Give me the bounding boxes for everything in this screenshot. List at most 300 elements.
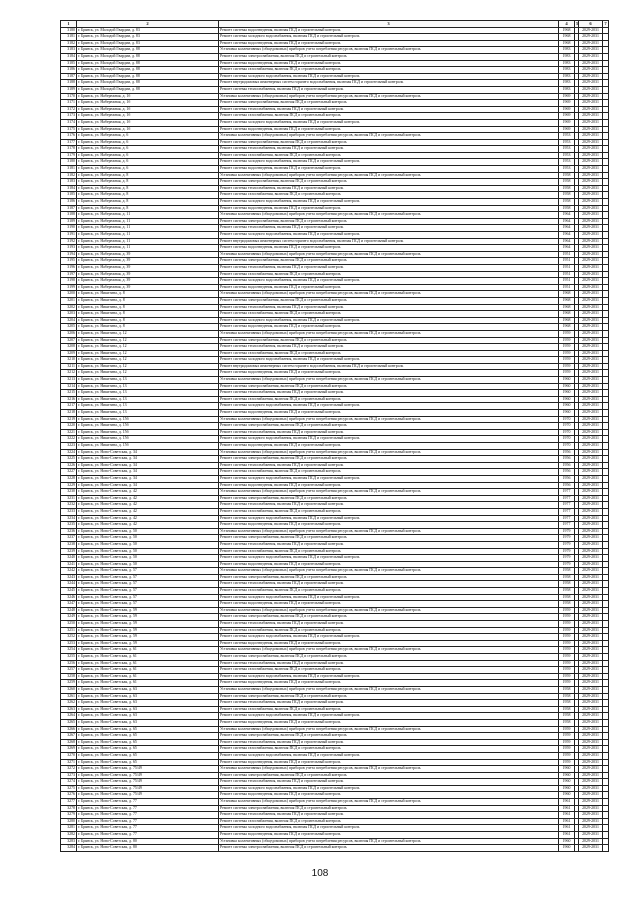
row-number-cell: 3211: [61, 363, 77, 370]
empty-cell: [603, 377, 609, 384]
address-cell: г. Брянск, ул. Никитина, д. 8: [77, 311, 219, 318]
period-cell: 2029-2031: [579, 47, 603, 54]
row-number-cell: 3266: [61, 726, 77, 733]
empty-cell: [603, 535, 609, 542]
empty-cell: [603, 119, 609, 126]
year-cell: 1958: [559, 693, 575, 700]
work-type-cell: Установка коллективных (общедомовых) приборов учета потребления ресурсов, включая ПСД и строительный контроль: [219, 799, 559, 806]
empty-cell: [603, 785, 609, 792]
table-row: [61, 113, 609, 120]
work-type-cell: Ремонт системы водоотведения, включая ПСД и строительный контроль: [219, 205, 559, 212]
work-type-cell: Установка коллективных (общедомовых) приборов учета потребления ресурсов, включая ПСД и строительный контроль: [219, 568, 559, 575]
address-cell: г. Брянск, ул. Никитина, д. 13: [77, 410, 219, 417]
row-number-cell: 3239: [61, 548, 77, 555]
row-number-cell: 3201: [61, 297, 77, 304]
year-cell: 1953: [559, 139, 575, 146]
address-cell: г. Брянск, ул. Ново-Советская, д. 63: [77, 693, 219, 700]
row-number-cell: 3190: [61, 225, 77, 232]
work-type-cell: Ремонт системы теплоснабжения, включая ПСД и строительный контроль: [219, 700, 559, 707]
period-cell: 2029-2031: [579, 680, 603, 687]
address-cell: г. Брянск, ул. Ново-Советская, д. 50: [77, 548, 219, 555]
table-row: [61, 785, 609, 792]
year-cell: 1959: [559, 667, 575, 674]
work-type-cell: Установка коллективных (общедомовых) приборов учета потребления ресурсов, включая ПСД и строительный контроль: [219, 330, 559, 337]
period-cell: 2029-2031: [579, 462, 603, 469]
work-type-cell: Ремонт системы электроснабжения, включая ПСД и строительный контроль: [219, 218, 559, 225]
period-cell: 2029-2031: [579, 759, 603, 766]
address-cell: г. Брянск, ул. Ново-Советская, д. 57: [77, 568, 219, 575]
row-number-cell: 3178: [61, 146, 77, 153]
empty-cell: [603, 686, 609, 693]
period-cell: 2029-2031: [579, 53, 603, 60]
table-row: [61, 86, 609, 93]
year-cell: 1958: [559, 713, 575, 720]
period-cell: 2029-2031: [579, 390, 603, 397]
year-cell: 1968: [559, 311, 575, 318]
table-row: [61, 456, 609, 463]
column-header-1: 1: [61, 21, 77, 28]
empty-cell: [603, 601, 609, 608]
year-cell: 1959: [559, 370, 575, 377]
period-cell: 2029-2031: [579, 278, 603, 285]
period-cell: 2029-2031: [579, 766, 603, 773]
work-type-cell: Ремонт системы электроснабжения, включая ПСД и строительный контроль: [219, 53, 559, 60]
empty-cell: [603, 759, 609, 766]
year-cell: 1958: [559, 700, 575, 707]
empty-cell: [603, 370, 609, 377]
period-cell: 2029-2031: [579, 416, 603, 423]
work-type-cell: Установка коллективных (общедомовых) приборов учета потребления ресурсов, включая ПСД и строительный контроль: [219, 377, 559, 384]
year-cell: 1958: [559, 205, 575, 212]
table-row: [61, 264, 609, 271]
table-row: [61, 706, 609, 713]
work-type-cell: Ремонт системы газоснабжения, включая ПСД и строительный контроль: [219, 746, 559, 753]
work-type-cell: Установка коллективных (общедомовых) приборов учета потребления ресурсов, включая ПСД и строительный контроль: [219, 212, 559, 219]
year-cell: 1953: [559, 146, 575, 153]
period-cell: 2029-2031: [579, 311, 603, 318]
work-type-cell: Ремонт системы холодного водоснабжения, включая ПСД и строительный контроль: [219, 232, 559, 239]
period-cell: 2029-2031: [579, 713, 603, 720]
row-number-cell: 3235: [61, 522, 77, 529]
year-cell: 1960: [559, 785, 575, 792]
table-row: [61, 588, 609, 595]
year-cell: 1958: [559, 172, 575, 179]
year-cell: 1959: [559, 680, 575, 687]
address-cell: г. Брянск, ул. Набережная, д. 11: [77, 232, 219, 239]
row-number-cell: 3188: [61, 80, 77, 87]
address-cell: г. Брянск, ул. Ново-Советская, д. 61: [77, 673, 219, 680]
row-number-cell: 3255: [61, 654, 77, 661]
table-row: [61, 225, 609, 232]
period-cell: 2029-2031: [579, 73, 603, 80]
row-number-cell: 3278: [61, 805, 77, 812]
empty-cell: [603, 67, 609, 74]
empty-cell: [603, 113, 609, 120]
empty-cell: [603, 179, 609, 186]
empty-cell: [603, 772, 609, 779]
address-cell: г. Брянск, ул. Ново-Советская, д. 59: [77, 607, 219, 614]
address-cell: г. Брянск, ул. Ново-Советская, д. 65: [77, 726, 219, 733]
address-cell: г. Брянск, ул. Ново-Советская, д. 34: [77, 469, 219, 476]
table-row: [61, 53, 609, 60]
period-cell: 2029-2031: [579, 574, 603, 581]
work-type-cell: Ремонт системы газоснабжения, включая ПСД и строительный контроль: [219, 192, 559, 199]
address-cell: г. Брянск, ул. Ново-Советская, д. 61: [77, 667, 219, 674]
empty-cell: [603, 845, 609, 852]
empty-cell: [603, 594, 609, 601]
row-number-cell: 3214: [61, 383, 77, 390]
work-type-cell: Ремонт системы газоснабжения, включая ПСД и строительный контроль: [219, 469, 559, 476]
period-cell: 2029-2031: [579, 588, 603, 595]
row-number-cell: 3252: [61, 634, 77, 641]
row-number-cell: 3213: [61, 377, 77, 384]
empty-cell: [603, 515, 609, 522]
work-type-cell: Ремонт системы водоотведения, включая ПСД и строительный контроль: [219, 166, 559, 173]
table-row: [61, 100, 609, 107]
row-number-cell: 3275: [61, 785, 77, 792]
table-row: [61, 733, 609, 740]
empty-cell: [603, 475, 609, 482]
address-cell: г. Брянск, ул. Набережная, д. 11: [77, 212, 219, 219]
address-cell: г. Брянск, ул. Ново-Советская, д. 42: [77, 489, 219, 496]
empty-cell: [603, 324, 609, 331]
year-cell: 1958: [559, 581, 575, 588]
empty-cell: [603, 410, 609, 417]
work-type-cell: Ремонт системы газоснабжения, включая ПСД и строительный контроль: [219, 311, 559, 318]
year-cell: 1958: [559, 192, 575, 199]
address-cell: г. Брянск, ул. Ново-Советская, д. 57: [77, 574, 219, 581]
work-type-cell: Ремонт системы электроснабжения, включая ПСД и строительный контроль: [219, 258, 559, 265]
work-type-cell: Ремонт системы холодного водоснабжения, включая ПСД и строительный контроль: [219, 475, 559, 482]
year-cell: 1951: [559, 271, 575, 278]
period-cell: 2029-2031: [579, 779, 603, 786]
row-number-cell: 3202: [61, 304, 77, 311]
row-number-cell: 3231: [61, 495, 77, 502]
work-type-cell: Ремонт системы электроснабжения, включая ПСД и строительный контроль: [219, 383, 559, 390]
table-row: [61, 73, 609, 80]
year-cell: 1961: [559, 812, 575, 819]
table-row: [61, 40, 609, 47]
year-cell: 1958: [559, 574, 575, 581]
table-row: [61, 218, 609, 225]
row-number-cell: 3217: [61, 403, 77, 410]
table-row: [61, 667, 609, 674]
table-row: [61, 357, 609, 364]
empty-cell: [603, 251, 609, 258]
empty-cell: [603, 706, 609, 713]
work-type-cell: Ремонт системы водоотведения, включая ПСД и строительный контроль: [219, 640, 559, 647]
table-row: [61, 799, 609, 806]
table-row: [61, 627, 609, 634]
empty-cell: [603, 555, 609, 562]
empty-cell: [603, 337, 609, 344]
row-number-cell: 3247: [61, 601, 77, 608]
address-cell: г. Брянск, ул. Набережная, д. 1б: [77, 93, 219, 100]
row-number-cell: 3208: [61, 344, 77, 351]
empty-cell: [603, 502, 609, 509]
row-number-cell: 3182: [61, 40, 77, 47]
row-number-cell: 3219: [61, 416, 77, 423]
period-cell: 2029-2031: [579, 67, 603, 74]
row-number-cell: 3189: [61, 86, 77, 93]
empty-cell: [603, 654, 609, 661]
work-type-cell: Ремонт системы водоотведения, включая ПСД и строительный контроль: [219, 601, 559, 608]
column-header-6: 6: [579, 21, 603, 28]
period-cell: 2029-2031: [579, 166, 603, 173]
row-number-cell: 3192: [61, 238, 77, 245]
period-cell: 2029-2031: [579, 515, 603, 522]
empty-cell: [603, 278, 609, 285]
row-number-cell: 3184: [61, 53, 77, 60]
year-cell: 1960: [559, 779, 575, 786]
table-row: [61, 469, 609, 476]
year-cell: 1958: [559, 588, 575, 595]
row-number-cell: 3183: [61, 179, 77, 186]
table-row: [61, 245, 609, 252]
table-row: [61, 410, 609, 417]
period-cell: 2029-2031: [579, 403, 603, 410]
year-cell: 1964: [559, 238, 575, 245]
table-row: [61, 133, 609, 140]
row-number-cell: 3187: [61, 205, 77, 212]
work-type-cell: Установка коллективных (общедомовых) приборов учета потребления ресурсов, включая ПСД и строительный контроль: [219, 489, 559, 496]
table-row: [61, 390, 609, 397]
empty-cell: [603, 693, 609, 700]
address-cell: г. Брянск, ул. Набережная, д. 1б: [77, 106, 219, 113]
year-cell: 1959: [559, 614, 575, 621]
work-type-cell: Ремонт системы газоснабжения, включая ПСД и строительный контроль: [219, 588, 559, 595]
period-cell: 2029-2031: [579, 812, 603, 819]
period-cell: 2029-2031: [579, 264, 603, 271]
row-number-cell: 3267: [61, 733, 77, 740]
work-type-cell: Установка коллективных (общедомовых) приборов учета потребления ресурсов, включая ПСД и строительный контроль: [219, 251, 559, 258]
empty-cell: [603, 792, 609, 799]
row-number-cell: 3200: [61, 291, 77, 298]
table-row: [61, 80, 609, 87]
year-cell: 1951: [559, 258, 575, 265]
table-row: [61, 403, 609, 410]
period-cell: 2029-2031: [579, 555, 603, 562]
empty-cell: [603, 713, 609, 720]
work-type-cell: Ремонт системы водоотведения, включая ПСД и строительный контроль: [219, 126, 559, 133]
work-type-cell: Установка коллективных (общедомовых) приборов учета потребления ресурсов, включая ПСД и строительный контроль: [219, 838, 559, 845]
period-cell: 2029-2031: [579, 429, 603, 436]
work-type-cell: Ремонт системы холодного водоснабжения, включая ПСД и строительный контроль: [219, 515, 559, 522]
empty-cell: [603, 667, 609, 674]
period-cell: 2029-2031: [579, 792, 603, 799]
year-cell: 1964: [559, 212, 575, 219]
work-type-cell: Установка коллективных (общедомовых) приборов учета потребления ресурсов, включая ПСД и строительный контроль: [219, 686, 559, 693]
table-row: [61, 838, 609, 845]
address-cell: г. Брянск, ул. Набережная, д. 8: [77, 199, 219, 206]
empty-cell: [603, 462, 609, 469]
address-cell: г. Брянск, ул. Ново-Советская, д. 75/49: [77, 779, 219, 786]
address-cell: г. Брянск, ул. Набережная, д. 1б: [77, 119, 219, 126]
row-number-cell: 3185: [61, 60, 77, 67]
work-type-cell: Ремонт системы теплоснабжения, включая ПСД и строительный контроль: [219, 390, 559, 397]
empty-cell: [603, 416, 609, 423]
table-row: [61, 607, 609, 614]
address-cell: г. Брянск, ул. Набережная, д. 1б: [77, 126, 219, 133]
work-type-cell: Ремонт системы электроснабжения, включая ПСД и строительный контроль: [219, 139, 559, 146]
address-cell: г. Брянск, ул. Никитина, д. 13: [77, 377, 219, 384]
empty-cell: [603, 166, 609, 173]
table-row: [61, 416, 609, 423]
work-type-cell: Ремонт системы холодного водоснабжения, включая ПСД и строительный контроль: [219, 436, 559, 443]
table-row: [61, 370, 609, 377]
empty-cell: [603, 40, 609, 47]
empty-cell: [603, 528, 609, 535]
empty-cell: [603, 271, 609, 278]
row-number-cell: 3274: [61, 779, 77, 786]
address-cell: г. Брянск, ул. Набережная, д. 11: [77, 238, 219, 245]
address-cell: г. Брянск, ул. Набережная, д. 8: [77, 179, 219, 186]
address-cell: г. Брянск, ул. Молодой Гвардии, д. 88: [77, 80, 219, 87]
empty-cell: [603, 746, 609, 753]
period-cell: 2029-2031: [579, 719, 603, 726]
table-row: [61, 146, 609, 153]
table-row: [61, 396, 609, 403]
row-number-cell: 3210: [61, 357, 77, 364]
work-type-cell: Ремонт системы водоотведения, включая ПСД и строительный контроль: [219, 284, 559, 291]
table-row: [61, 304, 609, 311]
period-cell: 2029-2031: [579, 377, 603, 384]
period-cell: 2029-2031: [579, 706, 603, 713]
empty-cell: [603, 621, 609, 628]
table-row: [61, 832, 609, 839]
table-row: [61, 93, 609, 100]
year-cell: 1969: [559, 113, 575, 120]
address-cell: г. Брянск, ул. Ново-Советская, д. 77: [77, 805, 219, 812]
address-cell: г. Брянск, ул. Набережная, д. 39: [77, 264, 219, 271]
work-type-cell: Ремонт системы холодного водоснабжения, включая ПСД и строительный контроль: [219, 594, 559, 601]
work-type-cell: Ремонт системы газоснабжения, включая ПСД и строительный контроль: [219, 113, 559, 120]
period-cell: 2029-2031: [579, 199, 603, 206]
empty-cell: [603, 47, 609, 54]
address-cell: г. Брянск, ул. Набережная, д. 6: [77, 133, 219, 140]
table-row: [61, 541, 609, 548]
table-row: [61, 159, 609, 166]
table-row: [61, 726, 609, 733]
empty-cell: [603, 805, 609, 812]
address-cell: г. Брянск, ул. Молодой Гвардии, д. 88: [77, 67, 219, 74]
year-cell: 1968: [559, 291, 575, 298]
empty-cell: [603, 93, 609, 100]
work-type-cell: Ремонт системы водоотведения, включая ПСД и строительный контроль: [219, 792, 559, 799]
row-number-cell: 3269: [61, 746, 77, 753]
year-cell: 1959: [559, 607, 575, 614]
year-cell: 1959: [559, 627, 575, 634]
work-type-cell: Ремонт системы электроснабжения, включая ПСД и строительный контроль: [219, 805, 559, 812]
year-cell: 1951: [559, 251, 575, 258]
work-type-cell: Ремонт внутридомовых инженерных систем горячего водоснабжения, включая ПСД и строительный контроль: [219, 238, 559, 245]
year-cell: 1959: [559, 647, 575, 654]
address-cell: г. Брянск, ул. Ново-Советская, д. 42: [77, 522, 219, 529]
year-cell: 1953: [559, 166, 575, 173]
period-cell: 2029-2031: [579, 232, 603, 239]
year-cell: 1969: [559, 126, 575, 133]
address-cell: г. Брянск, ул. Ново-Советская, д. 75/49: [77, 772, 219, 779]
year-cell: 1960: [559, 845, 575, 852]
table-row: [61, 654, 609, 661]
row-number-cell: 3276: [61, 792, 77, 799]
work-type-cell: Ремонт системы электроснабжения, включая ПСД и строительный контроль: [219, 614, 559, 621]
table-row: [61, 363, 609, 370]
year-cell: 1969: [559, 93, 575, 100]
work-type-cell: Ремонт системы водоотведения, включая ПСД и строительный контроль: [219, 680, 559, 687]
empty-cell: [603, 779, 609, 786]
year-cell: 1968: [559, 324, 575, 331]
empty-cell: [603, 673, 609, 680]
address-cell: г. Брянск, ул. Никитина, д. 8: [77, 291, 219, 298]
empty-cell: [603, 225, 609, 232]
work-type-cell: Ремонт системы холодного водоснабжения, включая ПСД и строительный контроль: [219, 73, 559, 80]
address-cell: г. Брянск, ул. Ново-Советская, д. 57: [77, 581, 219, 588]
table-row: [61, 634, 609, 641]
work-type-cell: Ремонт системы газоснабжения, включая ПСД и строительный контроль: [219, 67, 559, 74]
address-cell: г. Брянск, ул. Молодой Гвардии, д. 88: [77, 73, 219, 80]
address-cell: г. Брянск, ул. Набережная, д. 8: [77, 185, 219, 192]
year-cell: 1959: [559, 344, 575, 351]
empty-cell: [603, 152, 609, 159]
empty-cell: [603, 818, 609, 825]
empty-cell: [603, 403, 609, 410]
period-cell: 2029-2031: [579, 449, 603, 456]
year-cell: 1959: [559, 752, 575, 759]
period-cell: 2029-2031: [579, 119, 603, 126]
period-cell: 2029-2031: [579, 205, 603, 212]
work-type-cell: Ремонт системы электроснабжения, включая ПСД и строительный контроль: [219, 654, 559, 661]
empty-cell: [603, 719, 609, 726]
table-row: [61, 779, 609, 786]
year-cell: 1959: [559, 726, 575, 733]
work-type-cell: Ремонт системы теплоснабжения, включая ПСД и строительный контроль: [219, 739, 559, 746]
work-type-cell: Ремонт системы водоотведения, включая ПСД и строительный контроль: [219, 561, 559, 568]
address-cell: г. Брянск, ул. Никитина, д. 8: [77, 324, 219, 331]
empty-cell: [603, 680, 609, 687]
address-cell: г. Брянск, ул. Ново-Советская, д. 61: [77, 654, 219, 661]
year-cell: 1964: [559, 245, 575, 252]
address-cell: г. Брянск, ул. Ново-Советская, д. 65: [77, 746, 219, 753]
row-number-cell: 3277: [61, 799, 77, 806]
address-cell: г. Брянск, ул. Никитина, д. 12: [77, 350, 219, 357]
row-number-cell: 3256: [61, 660, 77, 667]
table-row: [61, 601, 609, 608]
empty-cell: [603, 126, 609, 133]
period-cell: 2029-2031: [579, 225, 603, 232]
year-cell: 1964: [559, 218, 575, 225]
work-type-cell: Установка коллективных (общедомовых) приборов учета потребления ресурсов, включая ПСД и строительный контроль: [219, 47, 559, 54]
period-cell: 2029-2031: [579, 785, 603, 792]
row-number-cell: 3268: [61, 739, 77, 746]
empty-cell: [603, 357, 609, 364]
row-number-cell: 3251: [61, 627, 77, 634]
address-cell: г. Брянск, ул. Никитина, д. 8: [77, 297, 219, 304]
address-cell: г. Брянск, ул. Ново-Советская, д. 63: [77, 719, 219, 726]
address-cell: г. Брянск, ул. Набережная, д. 1б: [77, 100, 219, 107]
period-cell: 2029-2031: [579, 159, 603, 166]
year-cell: 1959: [559, 357, 575, 364]
address-cell: г. Брянск, ул. Ново-Советская, д. 34: [77, 449, 219, 456]
table-row: [61, 502, 609, 509]
period-cell: 2029-2031: [579, 654, 603, 661]
empty-cell: [603, 363, 609, 370]
empty-cell: [603, 73, 609, 80]
row-number-cell: 3212: [61, 370, 77, 377]
period-cell: 2029-2031: [579, 700, 603, 707]
row-number-cell: 3184: [61, 185, 77, 192]
work-type-cell: Ремонт системы водоотведения, включая ПСД и строительный контроль: [219, 522, 559, 529]
